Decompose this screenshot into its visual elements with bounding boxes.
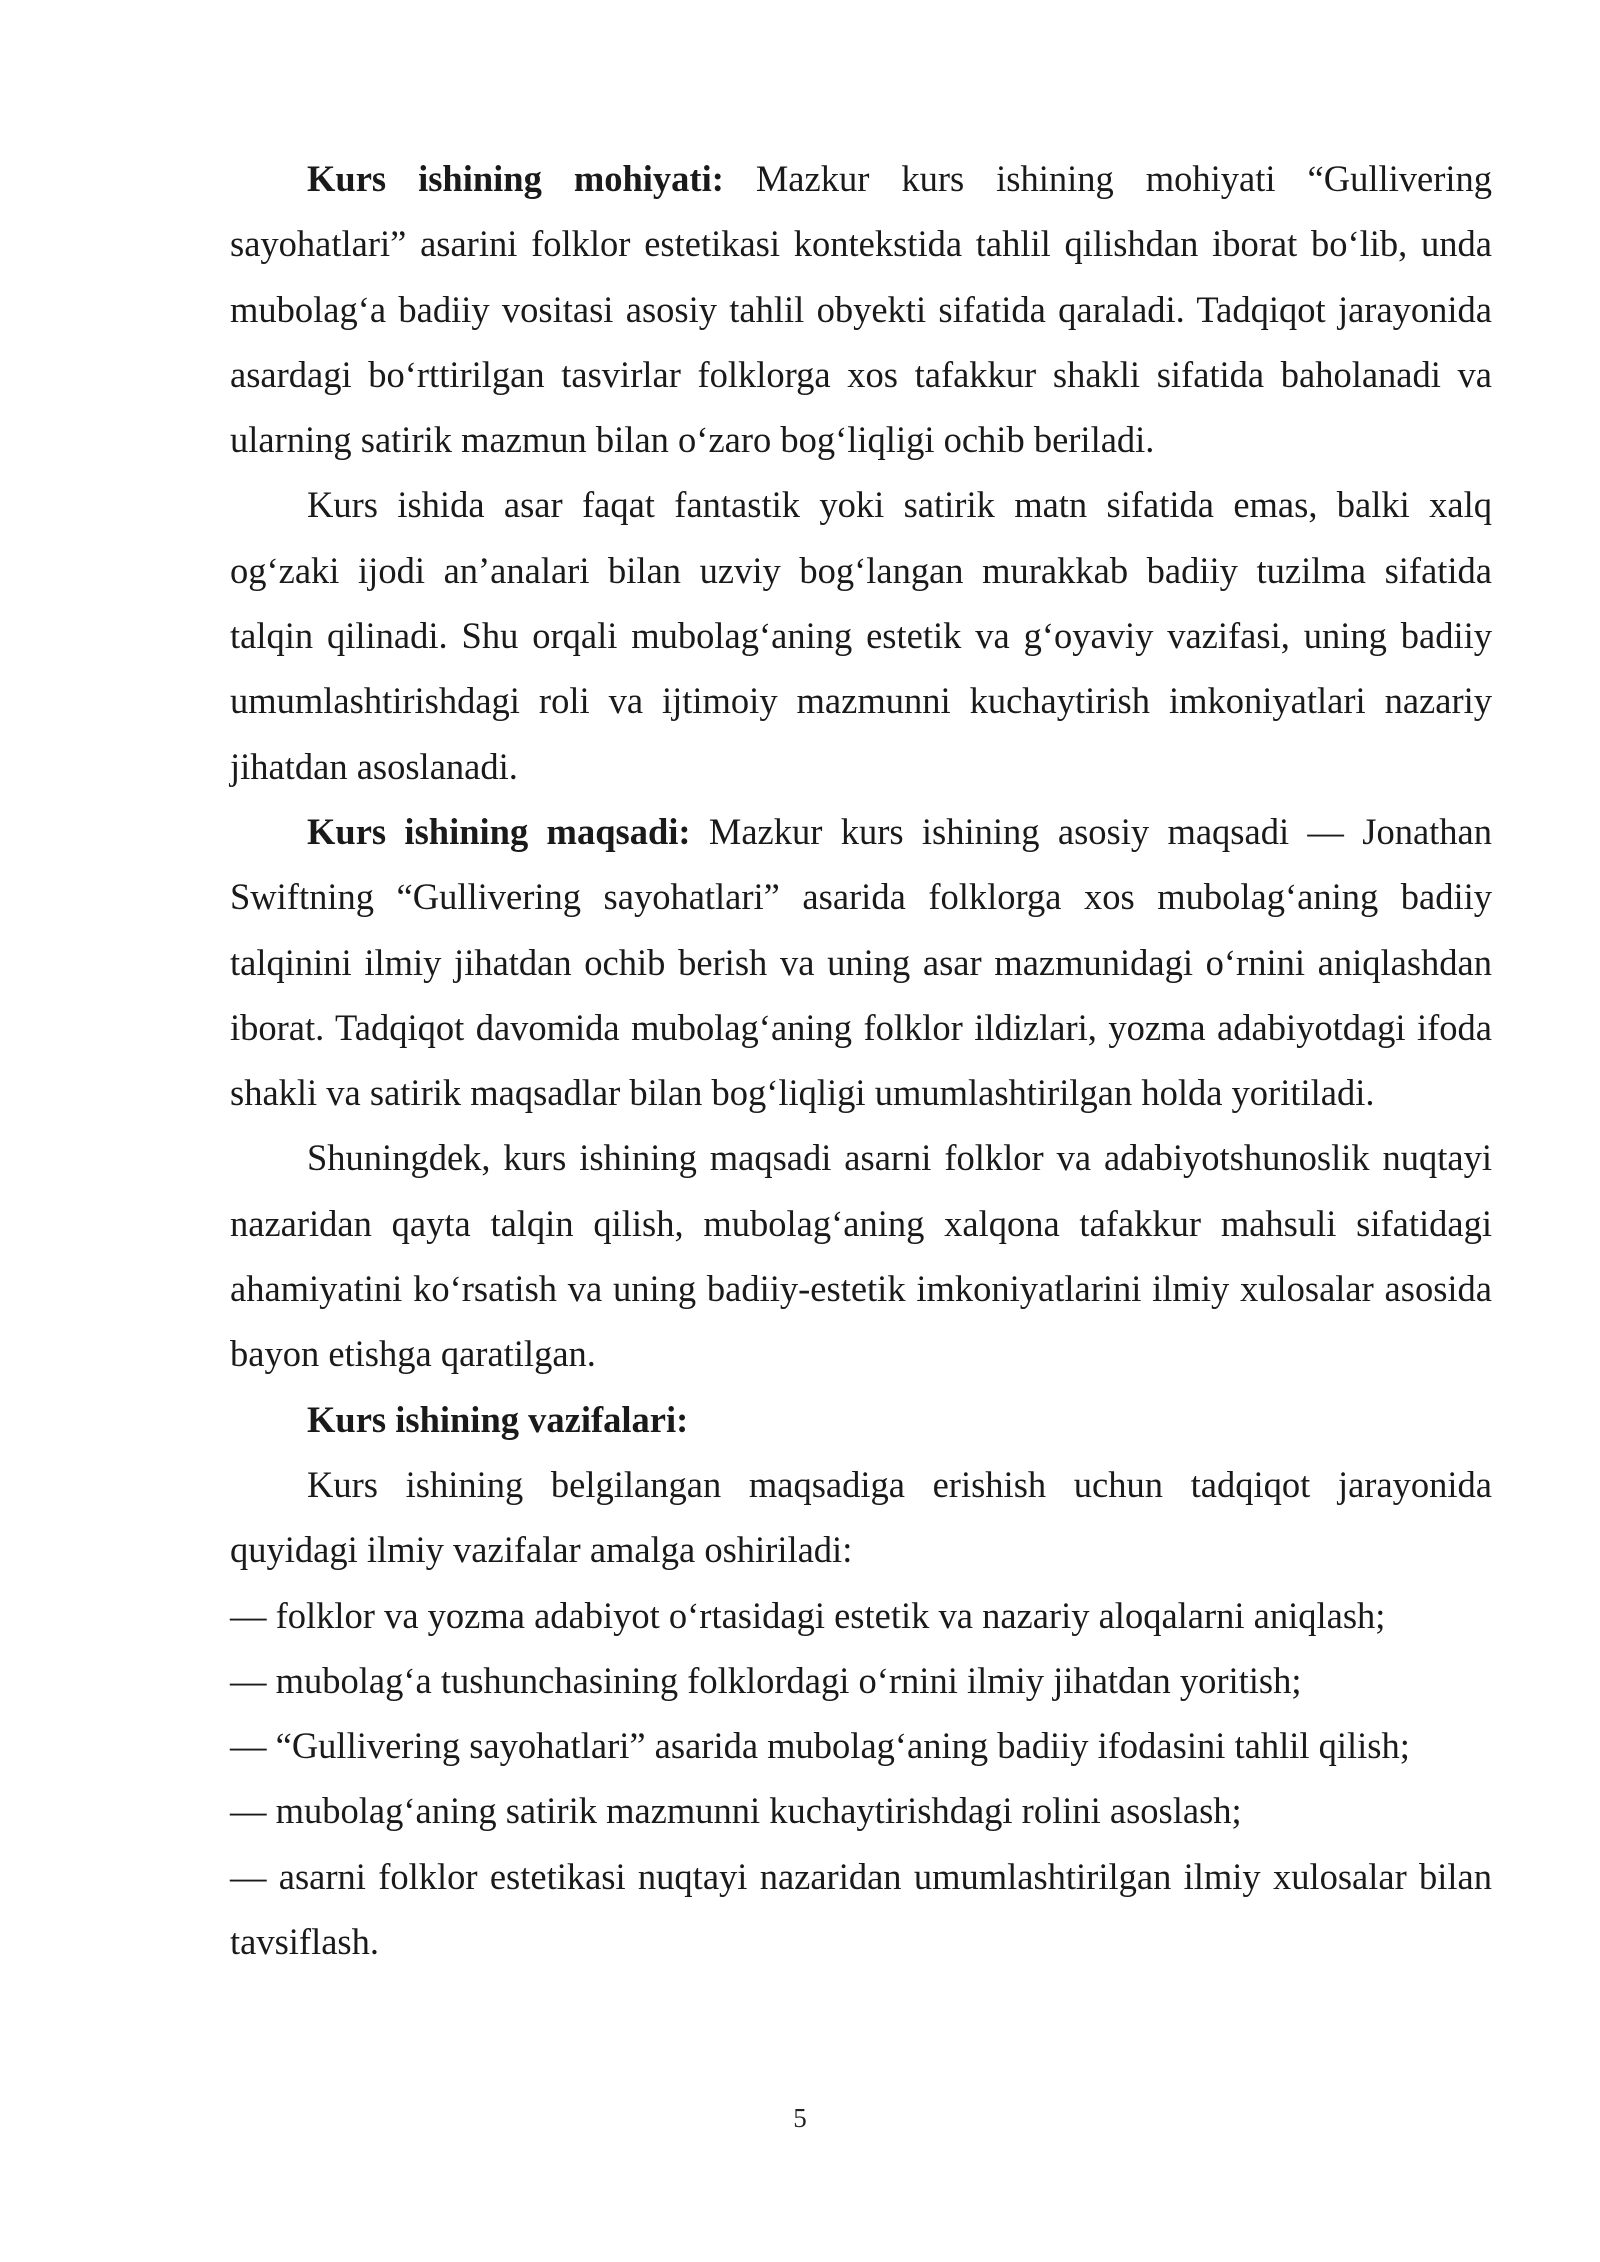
paragraph-maqsad-text: Mazkur kurs ishining asosiy maqsadi — Jonathan Swiftning “Gullivering sayohatlari” asarida folklorga xos mubolag‘aning badiiy talqinini ilmiy jihatdan ochib berish va uning asar mazmunidagi o‘rnini aniqlashdan iborat. Tadqiqot davomida mubolag‘aning folklor ildizlari, yozma adabiyotdagi ifoda shakli va satirik maqsadlar bilan bog‘liqligi umumlashtirilgan holda yoritiladi. [230,810,1492,1114]
section-lead-mohiyat: Kurs ishining mohiyati: [307,158,724,199]
paragraph-maqsad [230,799,1492,1125]
task-list [230,1583,1492,1975]
paragraph-vazifalar-intro: Kurs ishining belgilangan maqsadiga erishish uchun tadqiqot jarayonida quyidagi ilmiy vazifalar amalga oshiriladi: [230,1463,1492,1571]
paragraph-mohiyat [230,146,1492,472]
list-item: — “Gullivering sayohatlari” asarida mubolag‘aning badiiy ifodasini tahlil qilish; [230,1725,1410,1767]
paragraph-mohiyat-text: Mazkur kurs ishining mohiyati “Gullivering sayohatlari” asarini folklor estetikasi kontekstida tahlil qilishdan iborat bo‘lib, unda mubolag‘a badiiy vositasi asosiy tahlil obyekti sifatida qaraladi. Tadqiqot jarayonida asardagi bo‘rttirilgan tasvirlar folklorga xos tafakkur shakli sifatida baholanadi va ularning satirik mazmun bilan o‘zaro bog‘liqligi ochib beriladi. [230,158,1492,461]
page-number: 5 [793,2103,807,2133]
list-item: — folklor va yozma adabiyot o‘rtasidagi estetik va nazariy aloqalarni aniqlash; [230,1594,1386,1636]
paragraph-purpose-extension: Shuningdek, kurs ishining maqsadi asarni folklor va adabiyotshunoslik nuqtayi nazaridan qayta talqin qilish, mubolag‘aning xalqona tafakkur mahsuli sifatidagi ahamiyatini ko‘rsatish va uning badiiy-estetik imkoniyatlarini ilmiy xulosalar asosida bayon etishga qaratilgan. [230,1137,1492,1375]
section-heading-vazifalar: Kurs ishining vazifalari: [307,1398,689,1440]
list-item: — asarni folklor estetikasi nuqtayi nazaridan umumlashtirilgan ilmiy xulosalar bilan tavsiflash. [230,1855,1492,1963]
list-item: — mubolag‘aning satirik mazmunni kuchaytirishdagi rolini asoslash; [230,1790,1242,1832]
paragraph-interpretation: Kurs ishida asar faqat fantastik yoki satirik matn sifatida emas, balki xalq og‘zaki ijodi an’analari bilan uzviy bog‘langan murakkab badiiy tuzilma sifatida talqin qilinadi. Shu orqali mubolag‘aning estetik va g‘oyaviy vazifasi, uning badiiy umumlashtirishdagi roli va ijtimoiy mazmunni kuchaytirish imkoniyatlari nazariy jihatdan asoslanadi. [230,484,1492,787]
list-item: — mubolag‘a tushunchasining folklordagi o‘rnini ilmiy jihatdan yoritish; [230,1659,1302,1701]
section-lead-maqsad: Kurs ishining maqsadi: [307,810,691,852]
document-page [230,146,1492,1974]
